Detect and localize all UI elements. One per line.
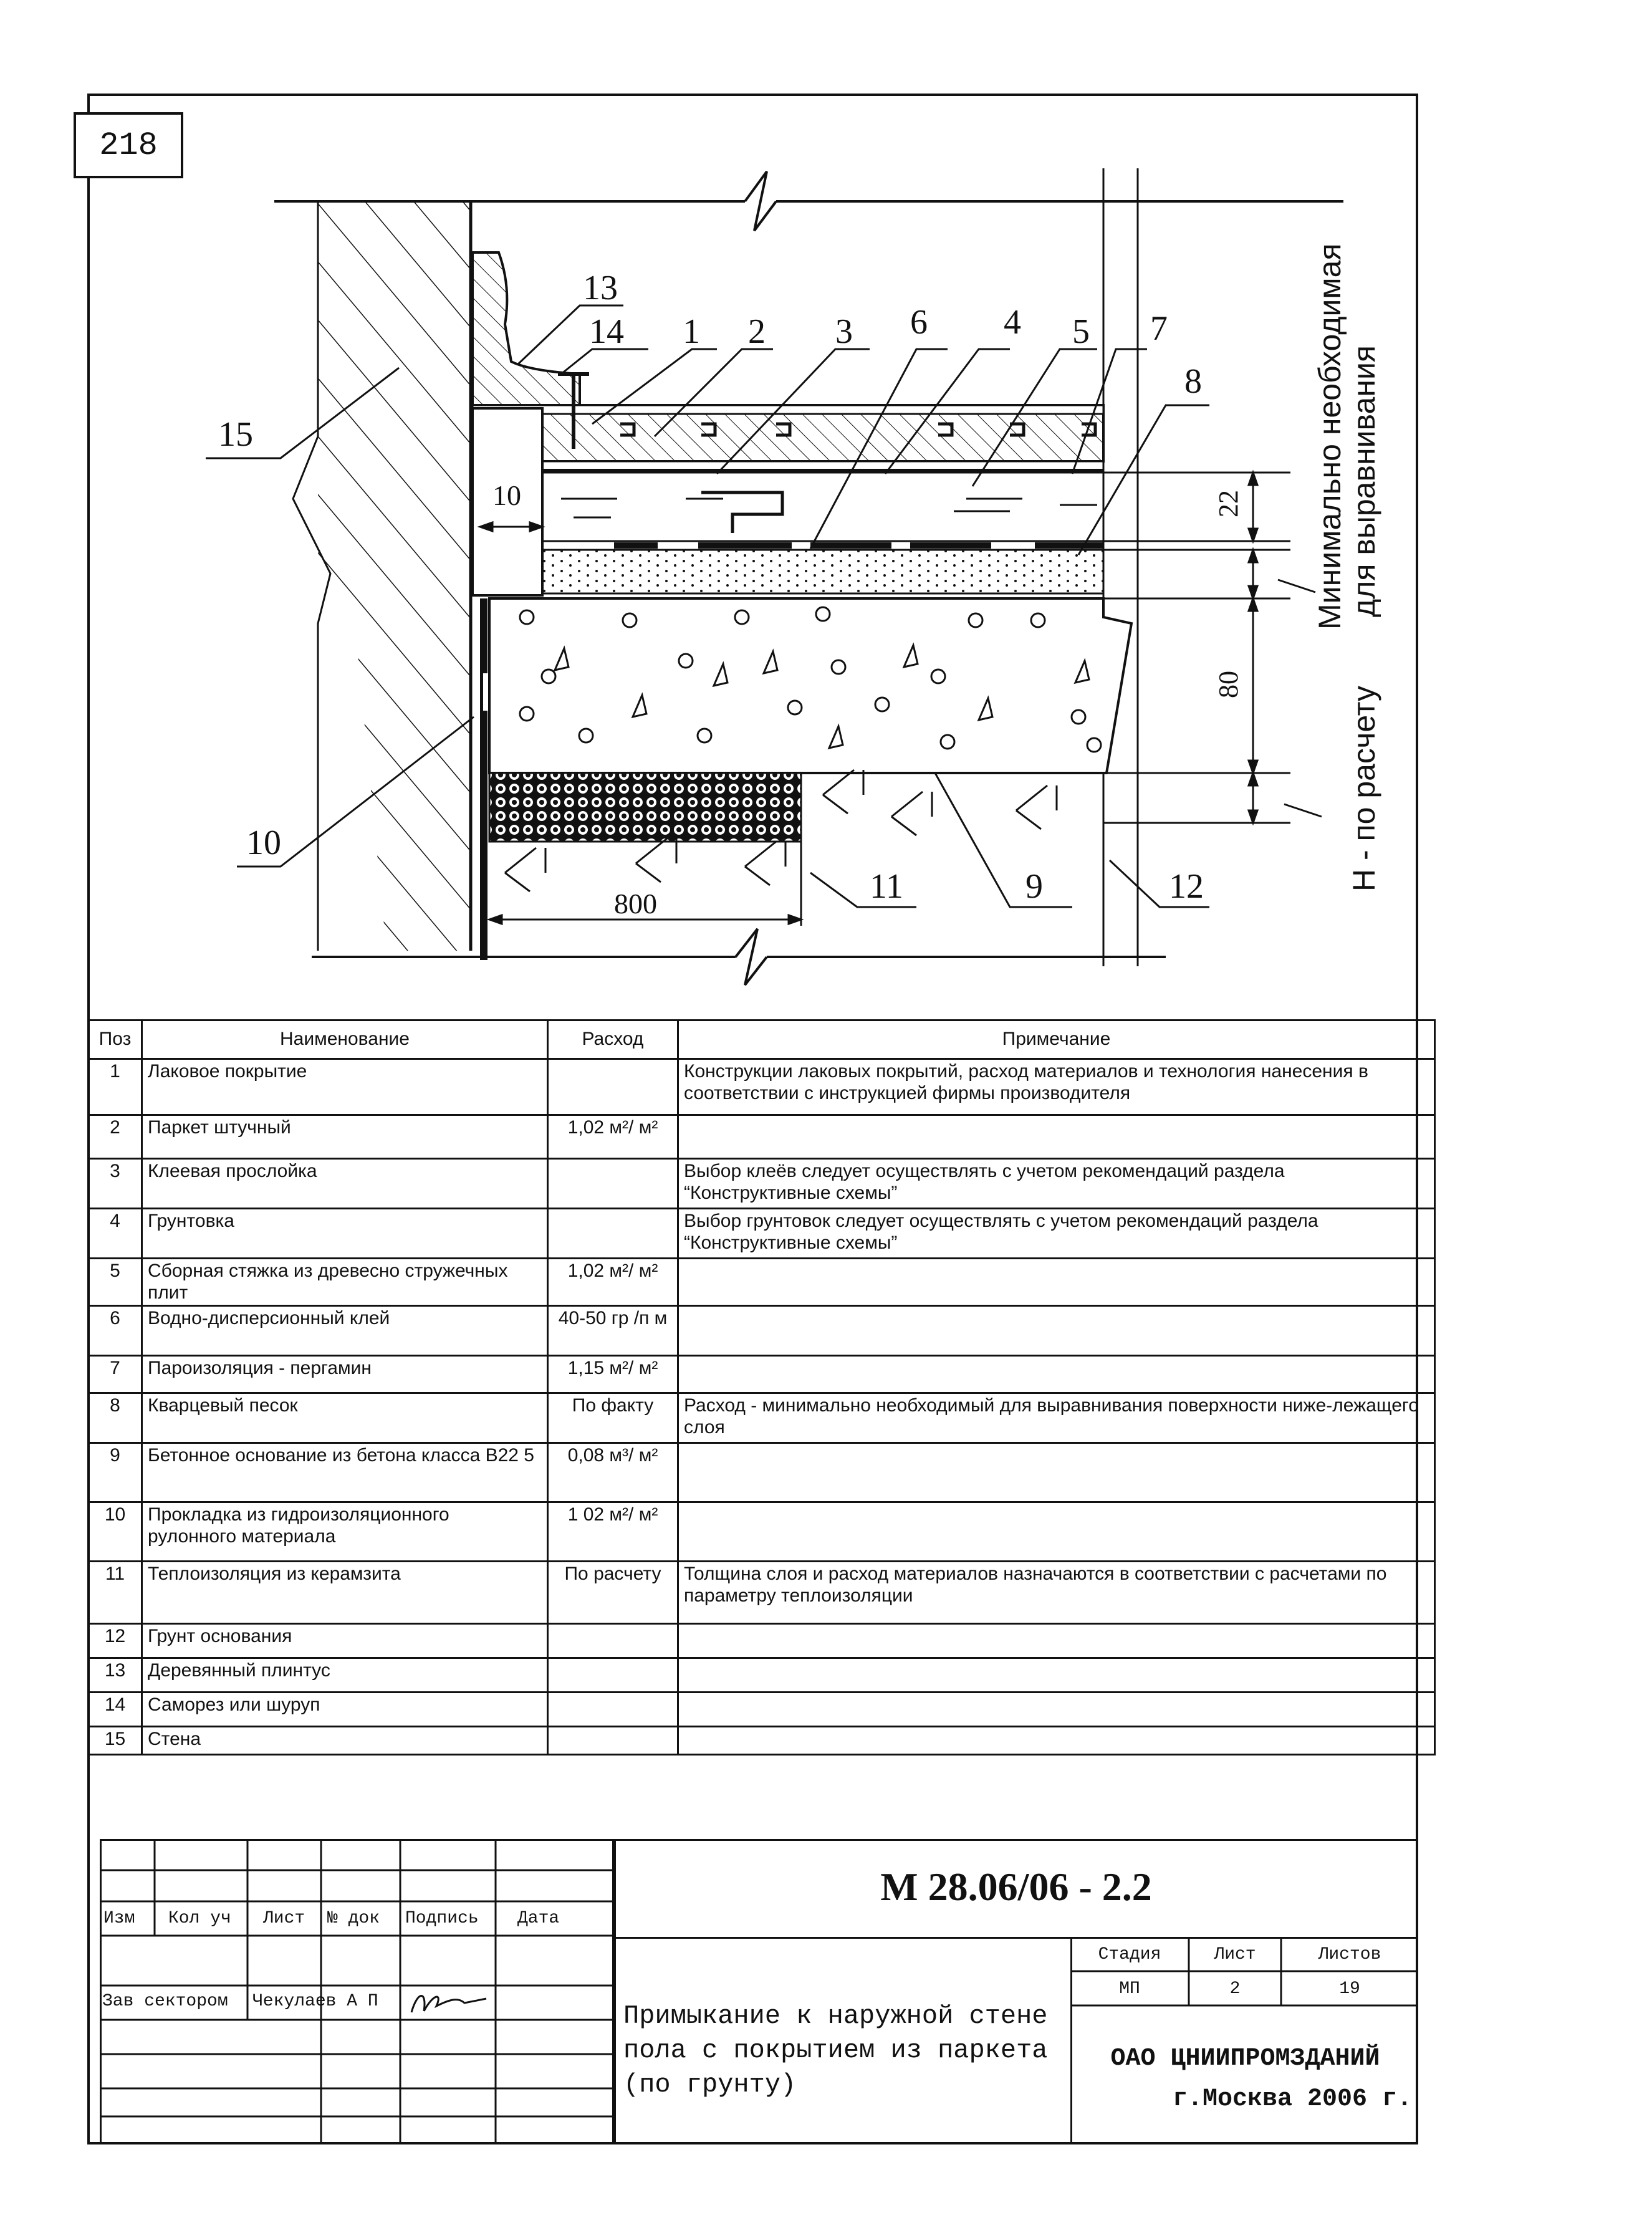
table-row bbox=[89, 1502, 1435, 1562]
row-consumption bbox=[548, 1159, 678, 1209]
label-13: 13 bbox=[583, 269, 618, 307]
row-name: Саморез или шуруп bbox=[142, 1693, 548, 1727]
table-row bbox=[89, 1693, 1435, 1727]
signature bbox=[405, 1987, 492, 2019]
dim-80: 80 bbox=[1213, 671, 1244, 698]
row-consumption: 0,08 м³/ м² bbox=[548, 1443, 678, 1502]
row-note bbox=[678, 1356, 1435, 1393]
row-name: Стена bbox=[142, 1727, 548, 1755]
label-1: 1 bbox=[683, 312, 700, 351]
title-line3: (по грунту) bbox=[623, 2070, 797, 2100]
table-row bbox=[89, 1259, 1435, 1306]
label-14: 14 bbox=[589, 312, 624, 351]
org-city: г.Москва 2006 г. bbox=[1172, 2085, 1412, 2113]
label-9: 9 bbox=[1025, 867, 1043, 906]
row-name: Кварцевый песок bbox=[142, 1393, 548, 1443]
side-note-line2: для выравнивания bbox=[1347, 345, 1381, 617]
header-note: Примечание bbox=[678, 1021, 1435, 1059]
side-note-line1: Минимально необходимая bbox=[1312, 243, 1347, 630]
row-consumption bbox=[548, 1209, 678, 1259]
label-8: 8 bbox=[1184, 362, 1202, 401]
row-consumption: По факту bbox=[548, 1393, 678, 1443]
table-row bbox=[89, 1624, 1435, 1658]
sand-layer bbox=[542, 550, 1103, 593]
row-consumption: 1 02 м²/ м² bbox=[548, 1502, 678, 1562]
row-pos: 15 bbox=[89, 1727, 142, 1755]
row-note bbox=[678, 1693, 1435, 1727]
row-pos: 13 bbox=[89, 1658, 142, 1693]
concrete-base bbox=[489, 598, 1131, 773]
table-row bbox=[89, 1393, 1435, 1443]
table-row bbox=[89, 1727, 1435, 1755]
col-izm: Изм bbox=[103, 1909, 135, 1928]
page-number: 218 bbox=[74, 112, 183, 178]
row-pos: 12 bbox=[89, 1624, 142, 1658]
title-line1: Примыкание к наружной стене bbox=[623, 2001, 1048, 2031]
row-pos: 3 bbox=[89, 1159, 142, 1209]
sheet-label: Лист bbox=[1214, 1945, 1256, 1964]
spec-header-row bbox=[89, 1021, 1435, 1059]
table-row bbox=[89, 1209, 1435, 1259]
row-note bbox=[678, 1727, 1435, 1755]
keramzit-insulation bbox=[489, 773, 801, 842]
row-note: Выбор клеёв следует осуществлять с учетом рекомендаций раздела “Конструктивные схемы” bbox=[678, 1159, 1435, 1209]
role-label: Зав сектором bbox=[102, 1992, 228, 2011]
row-consumption: По расчету bbox=[548, 1562, 678, 1624]
row-note: Выбор грунтовок следует осуществлять с учетом рекомендаций раздела “Конструктивные схемы” bbox=[678, 1209, 1435, 1259]
col-kol: Кол уч bbox=[168, 1909, 231, 1928]
skirting-board bbox=[473, 252, 580, 405]
label-12: 12 bbox=[1169, 867, 1204, 906]
table-row bbox=[89, 1443, 1435, 1502]
row-pos: 10 bbox=[89, 1502, 142, 1562]
row-name: Бетонное основание из бетона класса В22 5 bbox=[142, 1443, 548, 1502]
row-name: Паркет штучный bbox=[142, 1115, 548, 1159]
row-consumption bbox=[548, 1624, 678, 1658]
title-line2: пола с покрытием из паркета bbox=[623, 2035, 1048, 2065]
spec-table bbox=[87, 1019, 1436, 1755]
col-ndok: № док bbox=[327, 1909, 380, 1928]
doc-code: М 28.06/06 - 2.2 bbox=[880, 1865, 1152, 1909]
row-note bbox=[678, 1115, 1435, 1159]
row-name: Прокладка из гидроизоляционного рулонного материала bbox=[142, 1502, 548, 1562]
row-note bbox=[678, 1259, 1435, 1306]
row-consumption bbox=[548, 1693, 678, 1727]
row-consumption bbox=[548, 1658, 678, 1693]
col-data: Дата bbox=[517, 1909, 560, 1928]
stage-label: Стадия bbox=[1098, 1945, 1161, 1964]
header-name: Наименование bbox=[142, 1021, 548, 1059]
dim-22: 22 bbox=[1213, 490, 1244, 517]
label-4: 4 bbox=[1004, 303, 1021, 342]
row-name: Клеевая прослойка bbox=[142, 1159, 548, 1209]
row-note: Конструкции лаковых покрытий, расход материалов и технология нанесения в соответствии с инструкцией фирмы производителя bbox=[678, 1059, 1435, 1115]
label-3: 3 bbox=[835, 312, 853, 351]
table-row bbox=[89, 1059, 1435, 1115]
row-note: Толщина слоя и расход материалов назначаются в соответствии с расчетами по параметру теплоизоляции bbox=[678, 1562, 1435, 1624]
row-note bbox=[678, 1502, 1435, 1562]
col-podpis: Подпись bbox=[405, 1909, 479, 1928]
person-name: Чекулаев А П bbox=[252, 1992, 378, 2011]
row-name: Лаковое покрытие bbox=[142, 1059, 548, 1115]
table-row bbox=[89, 1306, 1435, 1356]
row-pos: 9 bbox=[89, 1443, 142, 1502]
side-note-line3: Н - по расчету bbox=[1347, 685, 1381, 891]
row-pos: 4 bbox=[89, 1209, 142, 1259]
label-10-dim: 10 bbox=[492, 479, 521, 511]
row-note bbox=[678, 1443, 1435, 1502]
row-pos: 6 bbox=[89, 1306, 142, 1356]
dim-800: 800 bbox=[614, 888, 657, 920]
label-7: 7 bbox=[1150, 309, 1168, 348]
screed-layer bbox=[542, 473, 1103, 541]
row-pos: 2 bbox=[89, 1115, 142, 1159]
row-pos: 14 bbox=[89, 1693, 142, 1727]
sheets-value: 19 bbox=[1339, 1979, 1360, 1999]
sheet-value: 2 bbox=[1229, 1979, 1241, 1999]
row-note bbox=[678, 1306, 1435, 1356]
row-name: Грунтовка bbox=[142, 1209, 548, 1259]
row-pos: 5 bbox=[89, 1259, 142, 1306]
row-pos: 8 bbox=[89, 1393, 142, 1443]
row-pos: 11 bbox=[89, 1562, 142, 1624]
row-pos: 7 bbox=[89, 1356, 142, 1393]
row-consumption bbox=[548, 1059, 678, 1115]
row-pos: 1 bbox=[89, 1059, 142, 1115]
row-name: Пароизоляция - пергамин bbox=[142, 1356, 548, 1393]
row-name: Сборная стяжка из древесно стружечных плит bbox=[142, 1259, 548, 1306]
table-row bbox=[89, 1356, 1435, 1393]
row-name: Водно-дисперсионный клей bbox=[142, 1306, 548, 1356]
org-name: ОАО ЦНИИПРОМЗДАНИЙ bbox=[1110, 2045, 1380, 2073]
label-10: 10 bbox=[246, 824, 281, 862]
row-name: Грунт основания bbox=[142, 1624, 548, 1658]
label-6: 6 bbox=[910, 303, 928, 342]
header-pos: Поз bbox=[89, 1021, 142, 1059]
wall bbox=[293, 201, 471, 951]
row-note bbox=[678, 1624, 1435, 1658]
label-5: 5 bbox=[1072, 312, 1090, 351]
row-note bbox=[678, 1658, 1435, 1693]
row-consumption: 1,15 м²/ м² bbox=[548, 1356, 678, 1393]
section-drawing bbox=[0, 0, 1652, 1022]
row-consumption: 1,02 м²/ м² bbox=[548, 1115, 678, 1159]
row-consumption: 40-50 гр /п м bbox=[548, 1306, 678, 1356]
label-2: 2 bbox=[748, 312, 766, 351]
row-note: Расход - минимально необходимый для выравнивания поверхности ниже-лежащего слоя bbox=[678, 1393, 1435, 1443]
label-15: 15 bbox=[218, 415, 253, 454]
header-consumption: Расход bbox=[548, 1021, 678, 1059]
title-block bbox=[100, 1839, 1418, 2144]
row-consumption: 1,02 м²/ м² bbox=[548, 1259, 678, 1306]
table-row bbox=[89, 1159, 1435, 1209]
label-11: 11 bbox=[870, 867, 903, 906]
table-row bbox=[89, 1658, 1435, 1693]
row-consumption bbox=[548, 1727, 678, 1755]
row-name: Теплоизоляция из керамзита bbox=[142, 1562, 548, 1624]
stage-value: МП bbox=[1119, 1979, 1140, 1999]
table-row bbox=[89, 1115, 1435, 1159]
table-row bbox=[89, 1562, 1435, 1624]
sheets-label: Листов bbox=[1318, 1945, 1381, 1964]
row-name: Деревянный плинтус bbox=[142, 1658, 548, 1693]
col-list: Лист bbox=[263, 1909, 305, 1928]
